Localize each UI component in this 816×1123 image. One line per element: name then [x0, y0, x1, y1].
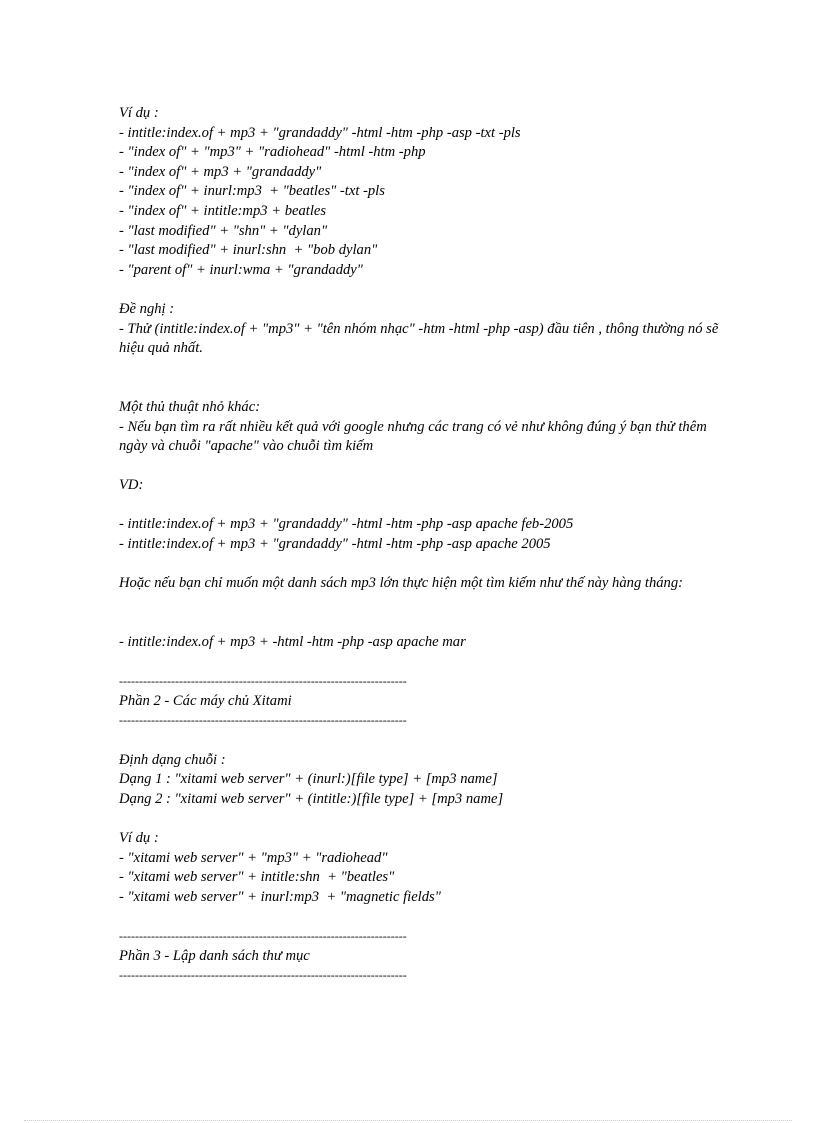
part2-example-line: - "xitami web server" + inurl:mp3 + "magnetic fields": [119, 888, 441, 905]
example-line: - "index of" + intitle:mp3 + beatles: [119, 202, 327, 219]
format-line: Dạng 2 : "xitami web server" + (intitle:)[file type] + [mp3 name]: [119, 790, 504, 807]
part2-examples-heading: Ví dụ :: [119, 829, 159, 846]
tip-text: - Nếu bạn tìm ra rất nhiều kết quả với google nhưng các trang có vẻ như không đúng ý bạn thử thêm ngày và chuỗi "apache" vào chuỗi tìm kiếm: [119, 418, 707, 455]
part2-example-line: - "xitami web server" + intitle:shn + "beatles": [119, 869, 395, 886]
divider-line: ------------------------------------------------------------------------: [119, 713, 407, 728]
monthly-example: - intitle:index.of + mp3 + -html -htm -php -asp apache mar: [119, 634, 466, 651]
tip-heading: Một thủ thuật nhỏ khác:: [119, 398, 261, 415]
example-line: - "index of" + "mp3" + "radiohead" -html -htm -php: [119, 144, 426, 161]
part2-example-line: - "xitami web server" + "mp3" + "radiohead": [119, 849, 388, 866]
example-line: - "last modified" + "shn" + "dylan": [119, 222, 328, 239]
part2-title: Phần 2 - Các máy chủ Xitami: [119, 692, 292, 709]
format-heading: Định dạng chuỗi :: [119, 751, 226, 768]
vd-label: VD:: [119, 477, 144, 494]
page-bottom-border: [24, 1120, 792, 1121]
example-line: - "index of" + inurl:mp3 + "beatles" -txt -pls: [119, 183, 385, 200]
example-line: - "index of" + mp3 + "grandaddy": [119, 163, 322, 180]
monthly-text: Hoặc nếu bạn chỉ muốn một danh sách mp3 lớn thực hiện một tìm kiếm như thế này hàng tháng:: [119, 575, 683, 592]
example-line: - "last modified" + inurl:shn + "bob dylan": [119, 242, 378, 259]
suggestion-heading: Đề nghị :: [119, 300, 175, 317]
example-line: - intitle:index.of + mp3 + "grandaddy" -html -htm -php -asp -txt -pls: [119, 124, 521, 141]
divider-line: ------------------------------------------------------------------------: [119, 674, 407, 689]
example-line: - "parent of" + inurl:wma + "grandaddy": [119, 261, 363, 278]
divider-line: ------------------------------------------------------------------------: [119, 928, 407, 943]
part3-title: Phần 3 - Lập danh sách thư mục: [119, 947, 310, 964]
vd-example-line: - intitle:index.of + mp3 + "grandaddy" -html -htm -php -asp apache 2005: [119, 536, 551, 553]
suggestion-text: - Thử (intitle:index.of + "mp3" + "tên nhóm nhạc" -htm -html -php -asp) đầu tiên , thông thường nó sẽ hiệu quả nhất.: [119, 320, 719, 357]
document-body: [119, 104, 719, 986]
examples-heading: Ví dụ :: [119, 105, 159, 121]
vd-example-line: - intitle:index.of + mp3 + "grandaddy" -html -htm -php -asp apache feb-2005: [119, 516, 574, 533]
divider-line: ------------------------------------------------------------------------: [119, 968, 407, 983]
format-line: Dạng 1 : "xitami web server" + (inurl:)[file type] + [mp3 name]: [119, 771, 498, 788]
